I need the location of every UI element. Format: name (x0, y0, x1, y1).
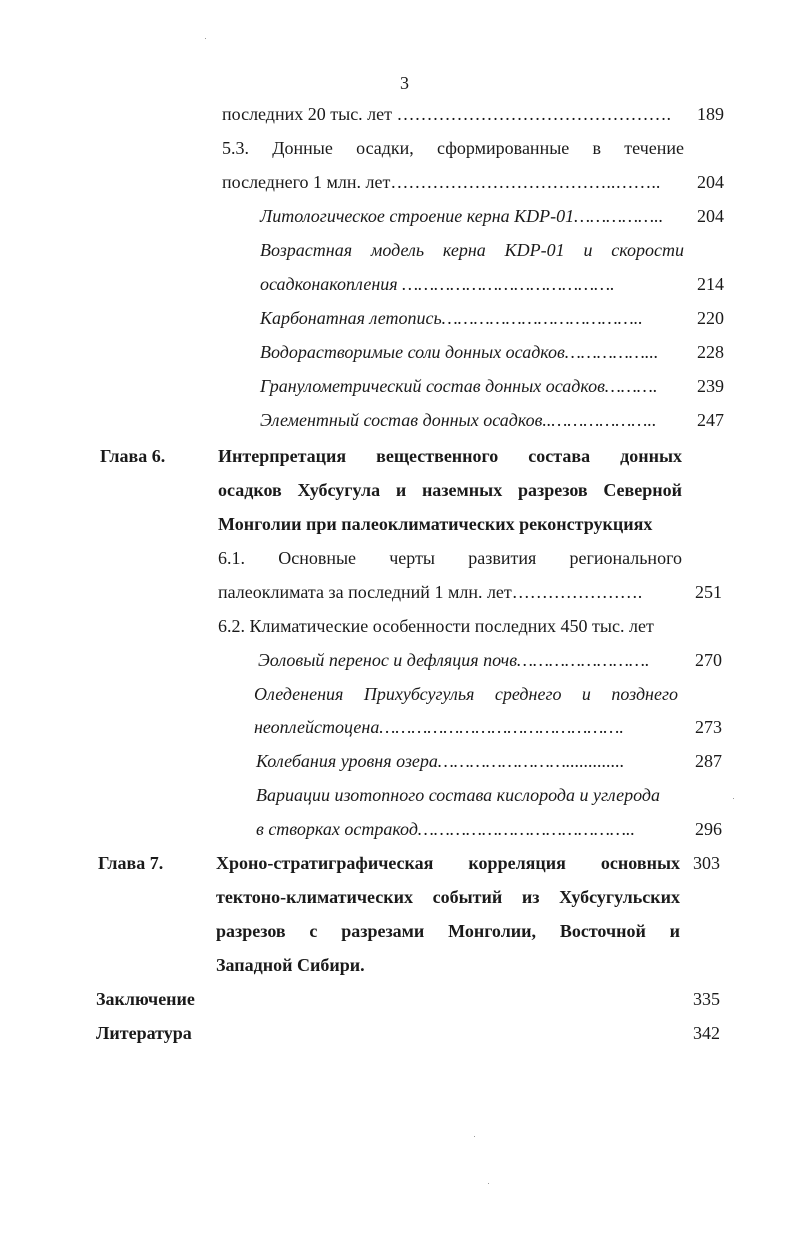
toc-entry-text: неоплейстоцена………………………………………. (254, 717, 624, 737)
chapter-6-title-line: Интерпретация вещественного состава донных (218, 446, 682, 466)
toc-entry-text: 5.3. Донные осадки, сформированные в течение (222, 138, 684, 158)
toc-entry-page: 204 (697, 172, 724, 192)
toc-entry-text: Вариации изотопного состава кислорода и углерода (256, 785, 660, 805)
toc-entry-text: Литологическое строение керна KDP-01…………….. (260, 206, 664, 226)
chapter-7-title-line: тектоно-климатических событий из Хубсугульских (216, 887, 680, 907)
toc-entry-text: Колебания уровня озера……………………............. (256, 751, 625, 771)
chapter-7-label: Глава 7. (98, 853, 164, 873)
toc-entry-text: 6.1. Основные черты развития регионального (218, 548, 682, 568)
toc-entry-text: Оледенения Прихубсугулья среднего и позднего (254, 684, 678, 704)
toc-entry-text: последнего 1 млн. лет………………………………..…….. (222, 172, 661, 192)
toc-entry-page: 189 (697, 104, 724, 124)
page-number: 3 (400, 73, 409, 93)
chapter-7-page: 303 (693, 853, 720, 873)
conclusion-page: 335 (693, 989, 720, 1009)
literature-page: 342 (693, 1023, 720, 1043)
toc-entry-text: Карбонатная летопись……………………………….. (260, 308, 643, 328)
toc-entry-page: 251 (695, 582, 722, 602)
literature-label: Литература (96, 1023, 192, 1043)
chapter-7-title-line: Западной Сибири. (216, 955, 365, 975)
toc-entry-page: 214 (697, 274, 724, 294)
toc-entry-text: последних 20 тыс. лет ………………………………………. (222, 104, 672, 124)
toc-entry-text: Гранулометрический состав донных осадков………. (260, 376, 658, 396)
chapter-6-title-line: осадков Хубсугула и наземных разрезов Северной (218, 480, 682, 500)
toc-entry-text: палеоклимата за последний 1 млн. лет…………………. (218, 582, 643, 602)
scan-speck (205, 38, 206, 39)
conclusion-label: Заключение (96, 989, 195, 1009)
chapter-7-title-line: Хроно-стратиграфическая корреляция основных (216, 853, 680, 873)
chapter-7-title-line: разрезов с разрезами Монголии, Восточной и (216, 921, 680, 941)
toc-entry-text: в створках остракод………………………………….. (256, 819, 635, 839)
toc-entry-page: 239 (697, 376, 724, 396)
toc-entry-text: 6.2. Климатические особенности последних 450 тыс. лет (218, 616, 654, 636)
toc-entry-page: 228 (697, 342, 724, 362)
toc-entry-page: 247 (697, 410, 724, 430)
toc-entry-page: 220 (697, 308, 724, 328)
chapter-6-label: Глава 6. (100, 446, 166, 466)
scan-speck (733, 798, 734, 799)
chapter-6-title-line: Монголии при палеоклиматических реконструкциях (218, 514, 653, 534)
toc-entry-text: Возрастная модель керна KDP-01 и скорости (260, 240, 684, 260)
toc-entry-text: Эоловый перенос и дефляция почв……………………. (258, 650, 650, 670)
toc-entry-text: Элементный состав донных осадков..……………….. (260, 410, 657, 430)
scan-speck (488, 1183, 489, 1184)
toc-entry-page: 287 (695, 751, 722, 771)
toc-entry-page: 296 (695, 819, 722, 839)
toc-entry-page: 204 (697, 206, 724, 226)
scan-speck (474, 1136, 475, 1137)
toc-entry-page: 273 (695, 717, 722, 737)
toc-entry-text: Водорастворимые соли донных осадков……………... (260, 342, 659, 362)
toc-entry-page: 270 (695, 650, 722, 670)
toc-entry-text: осадконакопления …………………………………. (260, 274, 615, 294)
